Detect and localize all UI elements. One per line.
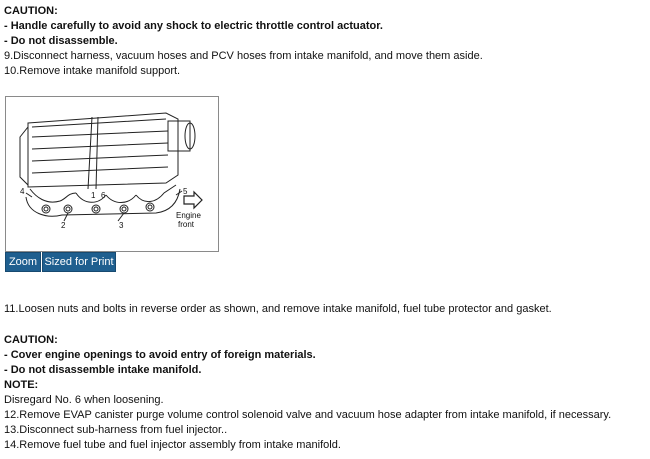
intake-manifold-diagram xyxy=(5,96,219,252)
intake-manifold-drawing xyxy=(6,97,218,251)
engine-label: Engine xyxy=(176,211,201,220)
step-text: 9.Disconnect harness, vacuum hoses and PCV hoses from intake manifold, and move them aside. xyxy=(4,50,483,62)
caution-item: - Cover engine openings to avoid entry of foreign materials. xyxy=(4,349,316,361)
step-text: 12.Remove EVAP canister purge volume control solenoid valve and vacuum hose adapter from intake manifold, if necessary. xyxy=(4,409,612,421)
step-text: 11.Loosen nuts and bolts in reverse order as shown, and remove intake manifold, fuel tube protector and gasket. xyxy=(4,303,552,315)
caution-heading: CAUTION: xyxy=(4,334,58,346)
label-3: 3 xyxy=(119,221,124,230)
label-1: 1 xyxy=(91,191,96,200)
caution-item: - Do not disassemble intake manifold. xyxy=(4,364,202,376)
label-6: 6 xyxy=(101,191,106,200)
label-2: 2 xyxy=(61,221,66,230)
label-4: 4 xyxy=(20,187,25,196)
zoom-button[interactable]: Zoom xyxy=(5,252,41,272)
note-text: Disregard No. 6 when loosening. xyxy=(4,394,164,406)
note-heading: NOTE: xyxy=(4,379,39,391)
step-text: 10.Remove intake manifold support. xyxy=(4,65,181,77)
front-label: front xyxy=(178,220,195,229)
caution-heading: CAUTION: xyxy=(4,5,58,17)
step-text: 13.Disconnect sub-harness from fuel injector.. xyxy=(4,424,228,436)
caution-item: - Do not disassemble. xyxy=(4,35,118,47)
step-text: 14.Remove fuel tube and fuel injector assembly from intake manifold. xyxy=(4,439,341,451)
sized-for-print-button[interactable]: Sized for Print xyxy=(42,252,116,272)
caution-item: - Handle carefully to avoid any shock to electric throttle control actuator. xyxy=(4,20,383,32)
label-5: 5 xyxy=(183,187,188,196)
